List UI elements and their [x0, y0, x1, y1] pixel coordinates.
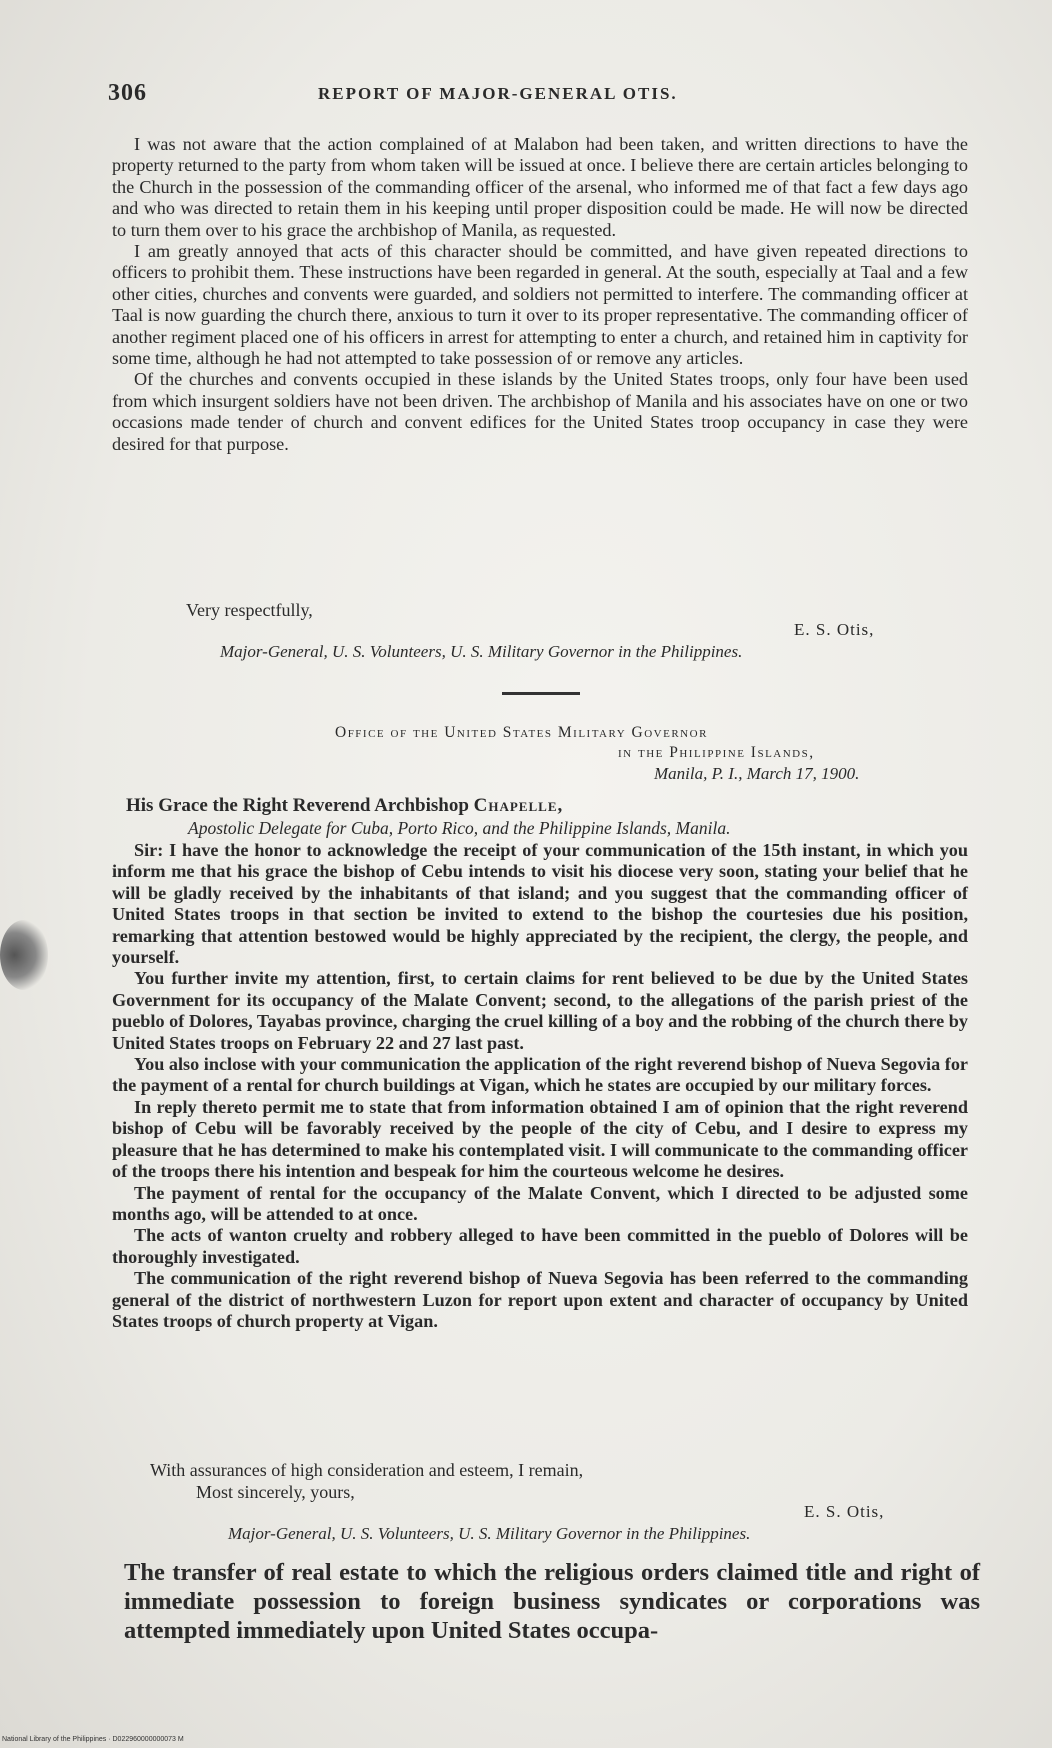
paragraph: Of the churches and convents occupied in these islands by the United States troops, only four have been used from which insurgent soldiers have not been driven. The archbishop of Manila and his associates have on one or two occasions made tender of church and convent edifices for the United States troop occupancy in case they were desired for that purpose. [112, 369, 968, 454]
addressee-title: Apostolic Delegate for Cuba, Porto Rico, and the Philippine Islands, Manila. [188, 818, 731, 838]
closing-paragraph: The transfer of real estate to which the religious orders claimed title and right of immediate possession to foreign business syndicates or corporations was attempted immediately upon United States occupa- [124, 1559, 980, 1644]
section-divider [502, 692, 580, 695]
letter-1-body [112, 134, 968, 455]
page-header [108, 80, 968, 110]
letter-1-closing: Very respectfully, [186, 600, 313, 620]
page-number: 306 [108, 80, 147, 106]
paragraph: You further invite my attention, first, to certain claims for rent believed to be due by the United States Government for its occupancy of the Malate Convent; second, to the allegations of the parish priest of the pueblo of Dolores, Tayabas province, charging the cruel killing of a boy and the robbing of the church there by United States troops on February 22 and 27 last past. [112, 968, 968, 1053]
letter-2-signature-name: E. S. Otis, [804, 1502, 885, 1521]
paragraph: The communication of the right reverend bishop of Nueva Segovia has been referred to the commanding general of the district of northwestern Luzon for report upon extent and character of occupancy by United States troops of church property at Vigan. [112, 1268, 968, 1331]
addressee [126, 795, 563, 817]
letter-1-signature-title: Major-General, U. S. Volunteers, U. S. Military Governor in the Philippines. [220, 642, 743, 661]
letter-2-closing-1: With assurances of high consideration and esteem, I remain, [150, 1460, 584, 1480]
paragraph: I am greatly annoyed that acts of this character should be committed, and have given repeated directions to officers to prohibit them. These instructions have been regarded in general. At the south, especially at Taal and a few other cities, churches and convents were guarded, and soldiers not permitted to interfere. The commanding officer at Taal is now guarding the church there, anxious to turn it over to its proper representative. The commanding officer of another regiment placed one of his officers in arrest for attempting to enter a church, and retained him in captivity for some time, although he had not attempted to take possession of or remove any articles. [112, 241, 968, 369]
running-head: REPORT OF MAJOR-GENERAL OTIS. [318, 84, 678, 103]
paragraph: The payment of rental for the occupancy of the Malate Convent, which I directed to be adjusted some months ago, will be attended to at once. [112, 1182, 968, 1224]
office-heading-line-1: Office of the United States Military Governor [335, 724, 708, 741]
paragraph: Sir: I have the honor to acknowledge the receipt of your communication of the 15th instant, in which you inform me that his grace the bishop of Cebu intends to visit his diocese very soon, stating your belief that he will be gladly received by the inhabitants of that island; and you suggest that the commanding officer of United States troops in that section be invited to extend to the bishop the courtesies due his position, remarking that attention bestowed would be highly appreciated by the recipient, the clergy, the people, and yourself. [112, 840, 968, 968]
letter-1-signature-name: E. S. Otis, [794, 620, 875, 639]
scan-thumb-shadow [0, 920, 48, 990]
addressee-prefix: His Grace the Right Reverend Archbishop [126, 795, 474, 816]
letter-2-closing-2: Most sincerely, yours, [196, 1482, 355, 1502]
office-heading-line-2: in the Philippine Islands, [618, 744, 815, 761]
paragraph: In reply thereto permit me to state that from information obtained I am of opinion that the right reverend bishop of Cebu will be favorably received by the people of the city of Cebu, and I desire to express my pleasure that he has determined to make his contemplated visit. I will communicate to the commanding officer of the troops there his intention and bespeak for him the courteous welcome he desires. [112, 1096, 968, 1182]
letter-2-body [112, 840, 968, 1332]
letter-2-signature-title: Major-General, U. S. Volunteers, U. S. Military Governor in the Philippines. [228, 1524, 751, 1543]
scan-footer: National Library of the Philippines · D022960000000073 M [2, 1736, 184, 1743]
dateline: Manila, P. I., March 17, 1900. [654, 764, 860, 783]
paragraph: The acts of wanton cruelty and robbery alleged to have been committed in the pueblo of Dolores will be thoroughly investigated. [112, 1225, 968, 1267]
addressee-name: Chapelle, [473, 795, 564, 816]
paragraph: I was not aware that the action complained of at Malabon had been taken, and written directions to have the property returned to the party from whom taken will be issued at once. I believe there are certain articles belonging to the Church in the possession of the commanding officer of the arsenal, who informed me of that fact a few days ago and who was directed to retain them in his keeping until proper disposition could be made. He will now be directed to turn them over to his grace the archbishop of Manila, as requested. [112, 134, 969, 240]
paragraph: You also inclose with your communication the application of the right reverend bishop of Nueva Segovia for the payment of a rental for church buildings at Vigan, which he states are occupied by our military forces. [112, 1054, 968, 1096]
